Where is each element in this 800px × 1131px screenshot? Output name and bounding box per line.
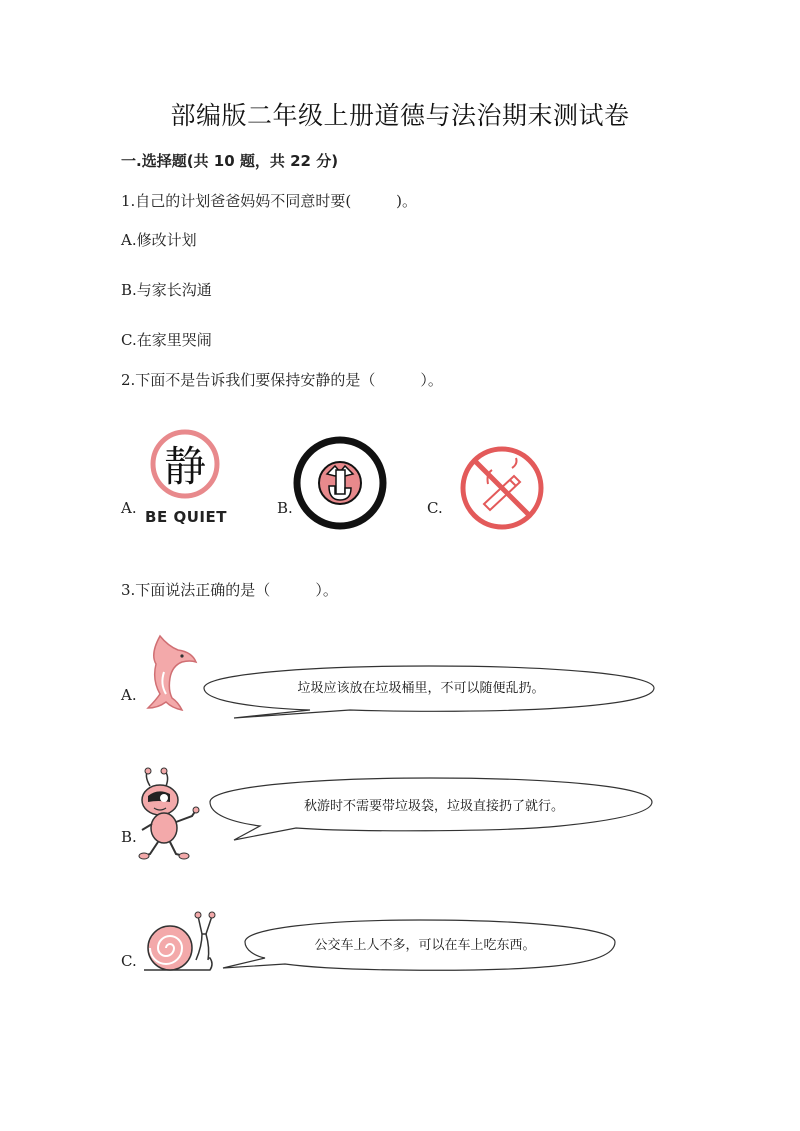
question-3-label-a[interactable]: A. <box>121 686 137 704</box>
ant-icon <box>136 768 202 864</box>
section-heading: 一.选择题(共 10 题，共 22 分) <box>121 152 339 170</box>
question-2-label-c[interactable]: C. <box>427 499 443 517</box>
shush-sign-icon <box>293 436 389 532</box>
question-2-label-b[interactable]: B. <box>277 499 293 517</box>
question-3-label-b[interactable]: B. <box>121 828 137 846</box>
question-1-stem: 1.自己的计划爸爸妈妈不同意时要( )。 <box>121 192 418 210</box>
bubble-text-b: 秋游时不需要带垃圾袋，垃圾直接扔了就行。 <box>303 799 564 814</box>
dolphin-icon <box>138 632 200 714</box>
question-3-stem: 3.下面说法正确的是（ ）。 <box>121 581 338 599</box>
question-2-label-a[interactable]: A. <box>121 499 137 517</box>
bubble-text-c: 公交车上人不多，可以在车上吃东西。 <box>314 938 536 953</box>
quiet-sign-caption: BE QUIET <box>145 508 227 526</box>
question-3-label-c[interactable]: C. <box>121 952 137 970</box>
question-1-option-b[interactable]: B.与家长沟通 <box>121 281 212 299</box>
page-title: 部编版二年级上册道德与法治期末测试卷 <box>170 101 630 130</box>
quiet-sign-char: 静 <box>163 442 206 491</box>
question-1-option-c[interactable]: C.在家里哭闹 <box>121 331 212 349</box>
snail-icon <box>140 906 222 978</box>
no-smoking-sign-icon <box>458 444 548 534</box>
question-1-option-a[interactable]: A.修改计划 <box>121 231 197 249</box>
quiet-sign-image <box>145 428 227 528</box>
bubble-text-a: 垃圾应该放在垃圾桶里，不可以随便乱扔。 <box>297 681 545 696</box>
question-2-stem: 2.下面不是告诉我们要保持安静的是（ ）。 <box>121 371 443 389</box>
